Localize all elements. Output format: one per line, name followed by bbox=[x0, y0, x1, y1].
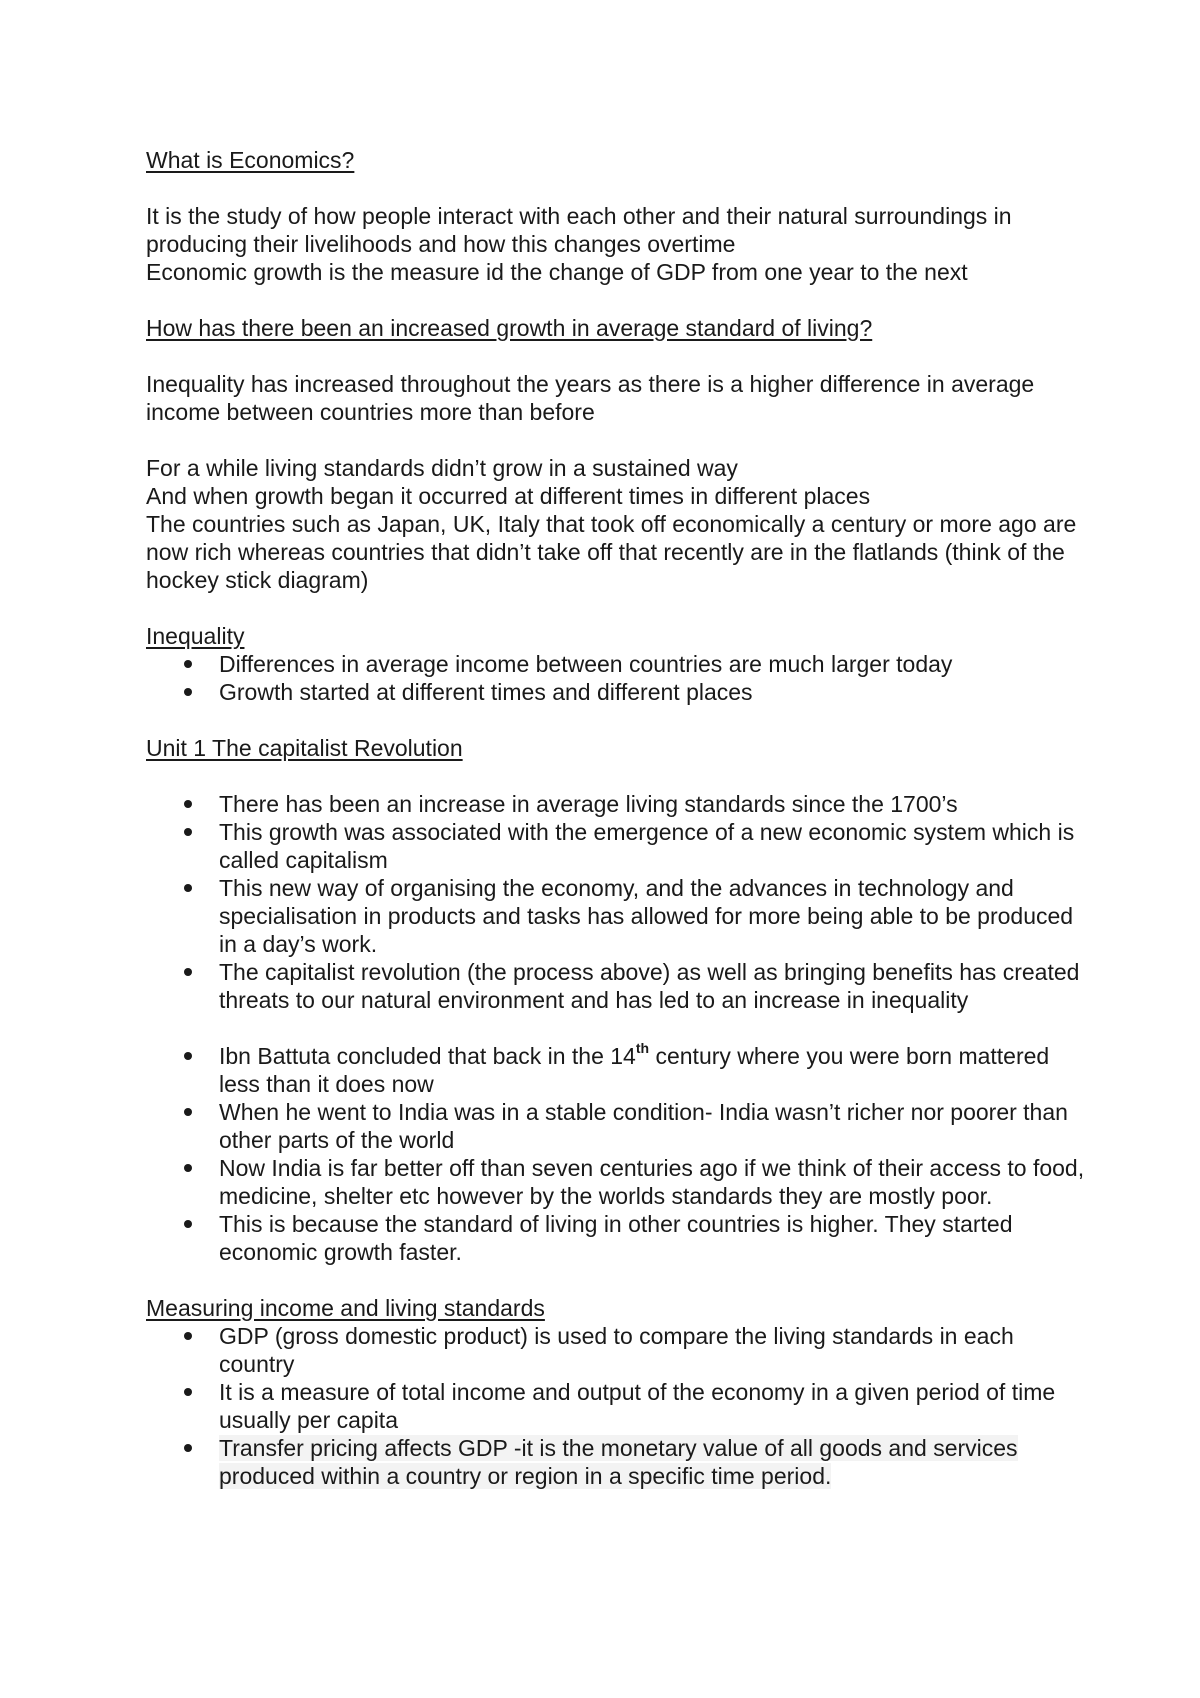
ibn-text-after: century where you were born mattered less than it does now bbox=[219, 1043, 1050, 1097]
history-line-2: And when growth began it occurred at different times in different places bbox=[146, 483, 871, 509]
ibn-text-before: Ibn Battuta concluded that back in the 14 bbox=[219, 1043, 636, 1069]
bullet-icon bbox=[184, 1164, 192, 1172]
spacer bbox=[146, 706, 1086, 734]
measuring-list bbox=[146, 1322, 1086, 1490]
bullet-icon bbox=[184, 1332, 192, 1340]
list-item bbox=[146, 790, 1086, 818]
heading-unit-1: Unit 1 The capitalist Revolution bbox=[146, 735, 463, 761]
list-item-text: When he went to India was in a stable condition- India wasn’t richer nor poorer than other parts of the world bbox=[219, 1099, 1068, 1153]
list-item-text: Now India is far better off than seven centuries ago if we think of their access to food, medicine, shelter etc however by the worlds standards they are mostly poor. bbox=[219, 1155, 1085, 1209]
inequality-paragraph: Inequality has increased throughout the years as there is a higher difference in average income between countries more than before bbox=[146, 371, 1035, 425]
spacer bbox=[146, 174, 1086, 202]
list-item-text: It is a measure of total income and output of the economy in a given period of time usually per capita bbox=[219, 1379, 1056, 1433]
list-item-text: This is because the standard of living in other countries is higher. They started economic growth faster. bbox=[219, 1211, 1013, 1265]
list-item-text: Transfer pricing affects GDP -it is the monetary value of all goods and services produced within a country or region in a specific time period. bbox=[219, 1435, 1018, 1489]
heading-measuring: Measuring income and living standards bbox=[146, 1295, 545, 1321]
spacer bbox=[146, 342, 1086, 370]
list-item bbox=[146, 1154, 1086, 1210]
list-item bbox=[146, 678, 1086, 706]
list-item bbox=[146, 1378, 1086, 1434]
list-item-text: Differences in average income between countries are much larger today bbox=[219, 651, 953, 677]
list-item-text: The capitalist revolution (the process above) as well as bringing benefits has created threats to our natural environment and has led to an increase in inequality bbox=[219, 959, 1080, 1013]
heading-growth: How has there been an increased growth in average standard of living? bbox=[146, 315, 873, 341]
list-item bbox=[146, 650, 1086, 678]
intro-line-1: It is the study of how people interact with each other and their natural surroundings in producing their livelihoods and how this changes overtime bbox=[146, 203, 1012, 257]
list-item-text: This new way of organising the economy, and the advances in technology and specialisation in products and tasks has allowed for more being able to be produced in a day’s work. bbox=[219, 875, 1074, 957]
history-line-3: The countries such as Japan, UK, Italy that took off economically a century or more ago are now rich whereas countries that didn’t take off that recently are in the flatlands (think of the hockey stick diagram) bbox=[146, 511, 1077, 593]
bullet-icon bbox=[184, 1388, 192, 1396]
spacer bbox=[146, 1266, 1086, 1294]
bullet-icon bbox=[184, 800, 192, 808]
bullet-icon bbox=[184, 1220, 192, 1228]
spacer bbox=[146, 594, 1086, 622]
list-item-text: GDP (gross domestic product) is used to compare the living standards in each country bbox=[219, 1323, 1014, 1377]
list-item bbox=[146, 1042, 1086, 1098]
bullet-icon bbox=[184, 660, 192, 668]
inequality-list bbox=[146, 650, 1086, 706]
unit-1-list-a bbox=[146, 790, 1086, 1014]
spacer bbox=[146, 1014, 1086, 1042]
list-item-text: Growth started at different times and different places bbox=[219, 679, 753, 705]
spacer bbox=[146, 286, 1086, 314]
list-item-text: There has been an increase in average living standards since the 1700’s bbox=[219, 791, 958, 817]
list-item bbox=[146, 1210, 1086, 1266]
list-item bbox=[146, 958, 1086, 1014]
spacer bbox=[146, 762, 1086, 790]
bullet-icon bbox=[184, 968, 192, 976]
spacer bbox=[146, 426, 1086, 454]
bullet-icon bbox=[184, 884, 192, 892]
list-item-text: This growth was associated with the emergence of a new economic system which is called capitalism bbox=[219, 819, 1075, 873]
bullet-icon bbox=[184, 1108, 192, 1116]
intro-line-2: Economic growth is the measure id the change of GDP from one year to the next bbox=[146, 259, 968, 285]
heading-inequality: Inequality bbox=[146, 623, 245, 649]
page-title: What is Economics? bbox=[146, 147, 355, 173]
ibn-superscript: th bbox=[635, 1040, 650, 1057]
list-item bbox=[146, 1098, 1086, 1154]
bullet-icon bbox=[184, 1444, 192, 1452]
bullet-icon bbox=[184, 688, 192, 696]
bullet-icon bbox=[184, 828, 192, 836]
list-item bbox=[146, 1434, 1086, 1490]
list-item bbox=[146, 1322, 1086, 1378]
list-item bbox=[146, 818, 1086, 874]
history-line-1: For a while living standards didn’t grow in a sustained way bbox=[146, 455, 738, 481]
unit-1-list-b bbox=[146, 1042, 1086, 1266]
document-page bbox=[146, 146, 1086, 1490]
list-item bbox=[146, 874, 1086, 958]
bullet-icon bbox=[184, 1052, 192, 1060]
